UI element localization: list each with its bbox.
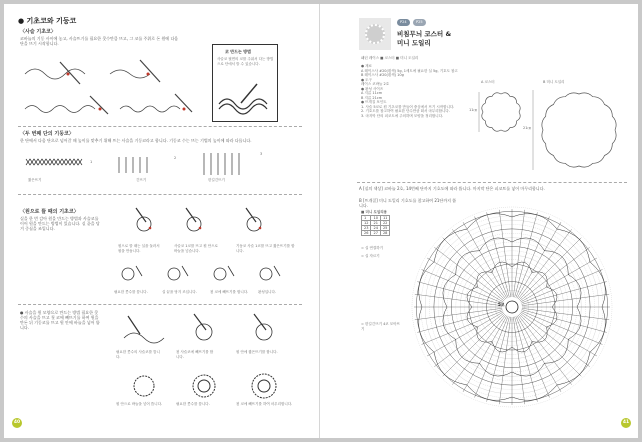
tip-illustration	[217, 79, 275, 119]
s3-cap-3: 기둥코 사슬 1코를 뜨고 짧은뜨기를 합니다.	[236, 244, 295, 253]
title-line-2: 미니 도일리	[397, 39, 431, 47]
divider	[18, 126, 302, 127]
stitch-column	[518, 315, 572, 385]
s2-label-hdc: 긴뜨기	[136, 178, 147, 182]
stitch-column	[417, 282, 502, 305]
petal-arch-1	[492, 342, 512, 352]
stitch-column	[515, 317, 538, 402]
chain-ring-steps-row2	[114, 364, 304, 404]
stitch-column	[434, 313, 504, 367]
s3-desc: 실을 한 번 감아 원을 만드는 방법과 사슬코를 이어 원을 만드는 방법이 있습니다. 실 끝을 당겨 중심을 조입니다.	[20, 216, 100, 231]
s4-desc: ● 사슬을 원 모양으로 만드는 방법 필요한 콧수의 사슬을 뜨고 첫 코에 빼뜨기를 하여 원을 만든 뒤 기둥코를 뜨고 원 안에 바늘을 넣어 뜹니다.	[20, 310, 100, 330]
page-number-left: 40	[12, 418, 22, 428]
petal-arch-1	[467, 307, 477, 327]
stitch-column	[475, 217, 509, 298]
s2-heading: 〈두 번째 단의 기둥코〉	[20, 131, 74, 137]
s3-cap-7: 완성입니다.	[258, 290, 277, 294]
s4-cap-5: 필요한 콧수를 뜹니다.	[176, 402, 210, 406]
s3-cap-4: 필요한 콧수를 뜹니다.	[114, 290, 148, 294]
divider	[18, 194, 302, 195]
material-line: B 레이스사 #20(흰색) 10g	[361, 73, 404, 77]
s2-desc: 한 단에서 다음 단으로 넘어갈 때 높이를 맞추기 위해 뜨는 사슬을 기둥코라고 합니다. 기둥코 수는 뜨는 기법의 높이에 따라 다릅니다.	[20, 138, 252, 143]
left-page	[4, 4, 320, 438]
legend-cell: 12	[362, 220, 371, 225]
stitch-column	[422, 311, 503, 345]
stitch-column	[475, 316, 509, 397]
center-ring	[506, 301, 518, 313]
s3-cap-5: 실 끝을 당겨 조입니다.	[162, 290, 197, 294]
book-spread	[4, 4, 638, 438]
stitch-column	[443, 238, 505, 300]
materials-list	[361, 64, 471, 118]
divider	[18, 304, 302, 305]
stitch-column	[422, 270, 503, 304]
petal-arch-1	[467, 287, 477, 307]
s4-cap-3: 원 안에 짧은뜨기를 합니다.	[236, 350, 278, 354]
tag-p25: P25	[413, 19, 426, 26]
stitch-column	[452, 315, 506, 385]
material-line: ● 완성 사이즈	[361, 86, 384, 91]
legend-cell: 23	[362, 225, 371, 230]
stitch-column	[487, 212, 510, 297]
material-line: A 지름 11cm	[361, 91, 383, 95]
right-page	[321, 4, 638, 438]
product-photo	[359, 18, 391, 50]
legend-grid	[361, 215, 390, 236]
left-page-title: ● 기초코와 기둥코	[18, 17, 77, 25]
stitch-column	[521, 311, 602, 345]
magic-ring-steps-row1	[114, 204, 304, 244]
stitch-column	[520, 313, 590, 367]
petal-arch-3	[419, 307, 434, 352]
chain-stitch-illustration	[20, 54, 200, 124]
petal-arch-1	[492, 262, 512, 272]
s3-cap-6: 첫 코에 빼뜨기를 합니다.	[210, 290, 249, 294]
stitch-column	[487, 317, 510, 402]
bottom-note: = 한길긴뜨기 4코 모아뜨기	[361, 322, 400, 331]
material-line: A 레이스사 #20(흰색) 5g, 1세트에 필요한 실 5g, 기호도 참고	[361, 68, 458, 73]
diag-b-label: B 미니 도일리	[543, 80, 565, 84]
header-note: 패턴 레이스 ■ 코스터 ■ 미니 도일리	[361, 56, 419, 60]
title-line-1: 비침무늬 코스터 &	[397, 30, 452, 38]
page-number-right: 41	[621, 418, 631, 428]
stitch-column	[520, 247, 590, 301]
petal-arch-1	[512, 342, 532, 352]
legend-table	[361, 210, 411, 236]
tag-p24: P24	[397, 19, 410, 26]
s4-cap-6: 첫 코에 빼뜨기를 하여 마무리합니다.	[236, 402, 293, 406]
doily-symbol-chart	[407, 202, 617, 412]
material-line: ● 뜨개질 포인트	[361, 100, 387, 104]
s4-cap-4: 원 안으로 바늘을 넣어 뜹니다.	[116, 402, 163, 406]
s2-num-2: 2	[174, 156, 177, 160]
stitch-column	[522, 310, 607, 333]
legend-cell: 24	[371, 225, 380, 230]
s1-heading: 〈사슬 기초코〉	[20, 29, 56, 35]
size-diagrams	[471, 86, 621, 176]
magic-ring-steps-row2	[114, 258, 304, 292]
petal-arch-1	[512, 262, 532, 272]
legend-cell: 1	[362, 215, 371, 220]
doily-center-label: 5코	[498, 302, 505, 307]
legend-cell: 21	[371, 220, 380, 225]
stitch-column	[443, 314, 505, 376]
stitch-column	[519, 314, 581, 376]
diag-a-label: A 코스터	[481, 80, 495, 84]
petal-arch-1	[547, 287, 557, 307]
stitch-column	[518, 229, 572, 299]
material-line: ● 도구	[361, 77, 372, 82]
stitch-column	[516, 217, 550, 298]
petal-arch-3	[512, 214, 557, 229]
s3-heading: 〈원으로 뜰 때의 기초코〉	[20, 209, 79, 215]
petal-arch-3	[467, 385, 512, 400]
s2-num-3: 3	[260, 152, 263, 156]
tip-desc: 사슬코 뒷면의 코를 주워서 다는 방법으로 단에서 뜰 수 있습니다.	[217, 57, 274, 66]
legend-cell: 10	[371, 215, 380, 220]
side-note-join: = 실 연결하기	[361, 246, 384, 250]
s3-cap-1: 원으로 뜰 때는 실을 둘러서 원을 만듭니다.	[118, 244, 160, 253]
tip-box	[212, 44, 278, 122]
s2-label-sc: 짧은뜨기	[28, 178, 42, 182]
stitch-column	[452, 229, 506, 299]
stitch-column	[434, 247, 504, 301]
legend-cell: 27	[371, 230, 380, 235]
s3-cap-2: 사슬코 1코를 뜨고 원 안으로 바늘을 넣습니다.	[174, 244, 218, 253]
material-line: 1. 사슬 5코로 원 기초코를 만들어 중심에서 뜨기 시작합니다.	[361, 104, 455, 109]
stitch-column	[417, 310, 502, 333]
stitch-column	[515, 212, 538, 297]
legend-cell: 28	[380, 230, 389, 235]
legend-head: ■ 미니 도일리용	[361, 210, 388, 214]
section-b-text: B [뜨개질] 미니 도일리 기호도를 참고하여 21단까지 뜹니다.	[359, 198, 457, 208]
section-a-text: A [실의 색상] 코바늘 2호, 14번째 단까지 기호도에 따라 뜹니다. 마지막 단은 피코트를 넣어 마무리합니다.	[359, 186, 545, 191]
legend-cell: 26	[362, 230, 371, 235]
s4-cap-2: 첫 사슬코에 빼뜨기를 합니다.	[176, 350, 214, 359]
material-line: 레이스 코바늘 2호	[361, 82, 390, 86]
turning-chain-diagram	[24, 149, 274, 184]
material-line: B 지름 21cm	[361, 95, 383, 100]
stitch-column	[521, 270, 602, 304]
legend-cell: 22	[380, 220, 389, 225]
stitch-column	[522, 282, 607, 305]
petal-arch-3	[590, 262, 605, 307]
s1-desc: 코바늘의 기둥 사이에 놓고, 사슬뜨기를 필요한 콧수만큼 뜨고, 그 코를 주위로 돈 원에 다음 단을 뜨기 시작합니다.	[20, 36, 179, 46]
dim-a: 11㎝	[469, 108, 477, 112]
s2-num-1: 1	[90, 160, 93, 164]
tip-title: 코 만드는 방법	[225, 49, 251, 54]
material-line: 2. 기호도를 참고하여 필요한 단수만큼 떠서 마무리합니다.	[361, 109, 450, 113]
petal-arch-1	[547, 307, 557, 327]
s2-label-dc: 한길긴뜨기	[208, 178, 225, 182]
dim-b: 21㎝	[523, 126, 531, 130]
chain-ring-steps-row1	[114, 310, 304, 350]
material-line: 3. 마지막 단의 피코트에 주의하며 모양을 정리합니다.	[361, 113, 444, 118]
legend-cell: 25	[380, 225, 389, 230]
legend-cell: 11	[380, 215, 389, 220]
side-note-cut: = 실 자르기	[361, 254, 380, 258]
material-line: ● 재료	[361, 64, 372, 68]
stitch-column	[519, 238, 581, 300]
stitch-column	[516, 316, 550, 397]
s4-cap-1: 필요한 콧수의 사슬코를 뜹니다.	[116, 350, 160, 359]
divider	[357, 182, 627, 183]
